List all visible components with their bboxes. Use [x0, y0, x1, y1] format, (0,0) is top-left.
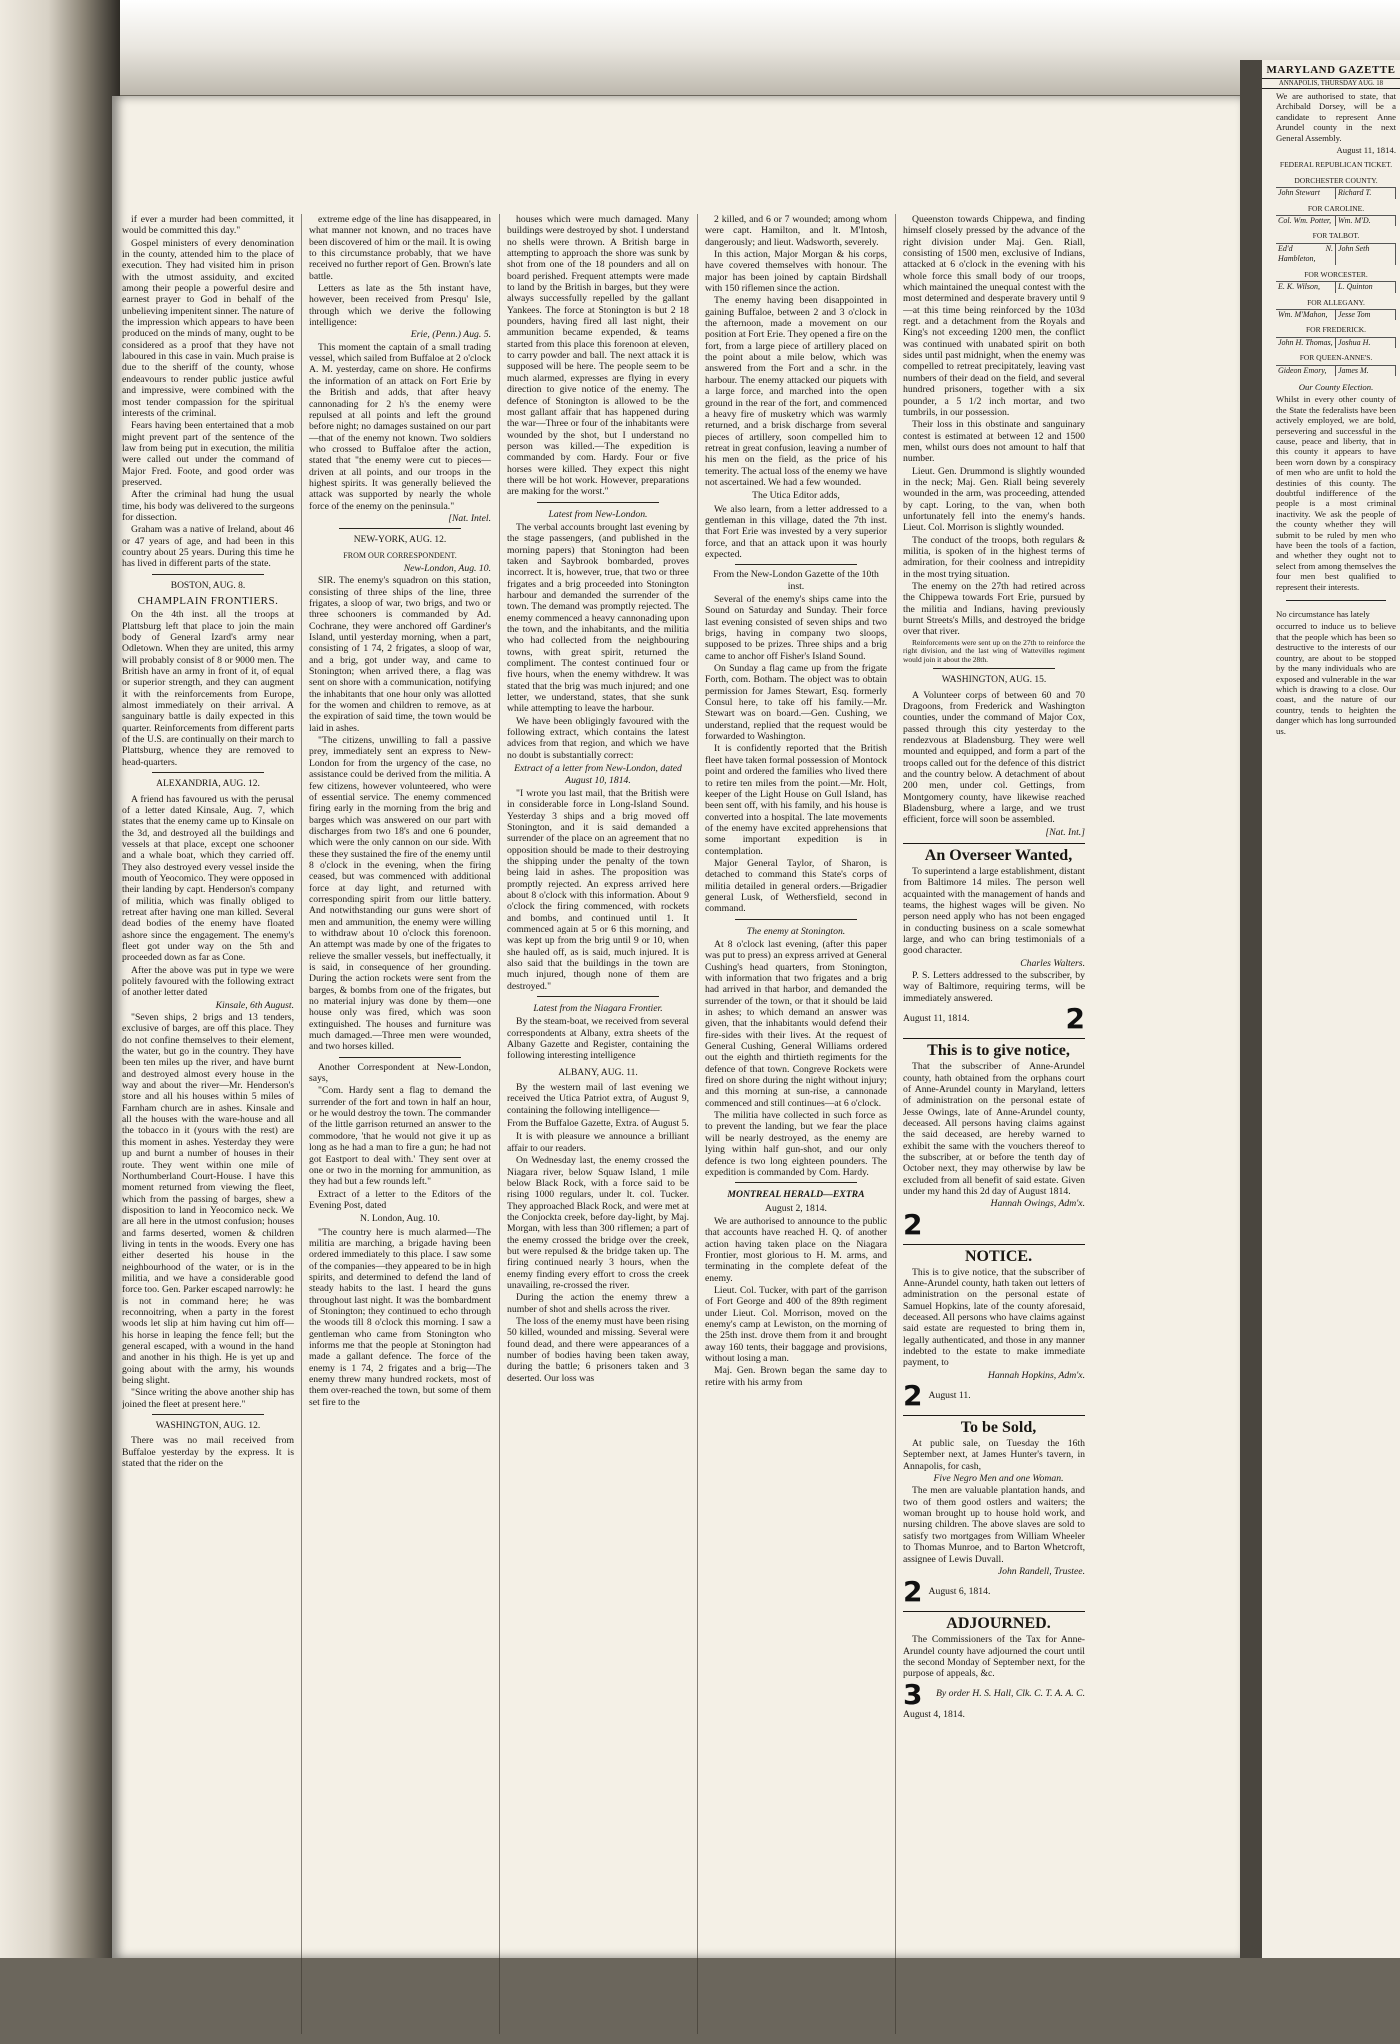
paragraph: Graham was a native of Ireland, about 46 or 47 years of age, and had been in this country about 25 years. During this time he has lived in different parts of the state.: [122, 524, 294, 570]
advertisement-owings-notice: [903, 1038, 1085, 1241]
letter-dateline: Erie, (Penn.) Aug. 5.: [410, 329, 491, 341]
paragraph: We have been obligingly favoured with the following extract, which contains the latest advices from that region, and which we have no doubt is substantially correct:: [507, 715, 689, 761]
ad-date: August 4, 1814.: [903, 1708, 965, 1720]
paragraph: At 8 o'clock last evening, (after this paper was put to press) an express arrived at General Cushing's head quarters, from Stonington, with information that two frigates and a brig had arrived in that harbor, and demanded the surrender of the town, or that it should be laid in ashes; to which demand an answer was given, that the inhabitants would defend their fire-sides with their lives. At the request of General Cushing, General Williams ordered out the eighth and thirtieth regiments for the defence of that town. Congreve Rockets were fired on shore during the night without injury; and this morning at sun-rise, a cannonade commenced and still continues—at 6 o'clock.: [705, 938, 887, 1109]
handwritten-mark: 2: [903, 1207, 923, 1241]
paragraph: "I wrote you last mail, that the British were in considerable force in Long-Island Sound. Yesterday 3 ships and a brig moved off Stonington, and it is said demanded a surrender of the place on an agreement that no opposition should be made to their destroying the shipping under the penalty of the town being laid in ashes. The proposition was promptly rejected. An express arrived here about 8 o'clock with this information. About 9 o'clock the firing commenced, with rockets and bombs, and continued until 1. It commenced again at 5 or 6 this morning, and was kept up from the brig until 9 or 10, when she hauled off, as is said, much injured. It is also said that the buildings in the town are much injured, though none of them are destroyed.": [507, 787, 689, 992]
column-rule: [895, 214, 896, 2034]
paragraph: "Com. Hardy sent a flag to demand the surrender of the fort and town in half an hour, or he would destroy the town. The commander of the little garrison returned an answer to the commodore, 'that he would not give it up as long as he had a man to fire a gun; he had not got Eastport to deal with.' They sent over at one or two in the morning for ammunition, as they had but a few rounds left.": [309, 1085, 491, 1188]
paragraph: The verbal accounts brought last evening by the stage passengers, (and published in the morning papers) that Stonington had been taken and Saybrook bombarded, proves incorrect. It is, however, true, that two or three frigates and a brig proceeded into Stonington harbour and demanded the surrender of the town. The demand was promptly rejected. The enemy commenced a heavy cannonading upon the town, and the inhabitants, and the militia who had collected from the neighbouring towns, with great spirit, returned the compliment. The contest continued four or five hours, when the enemy withdrew. It was stated that the brig was much injured; and one letter, we understand, states, that she sunk while attempting to leave the harbour.: [507, 521, 689, 715]
paragraph: "Since writing the above another ship has joined the fleet at present here.": [122, 1387, 294, 1410]
dateline: August 2, 1814.: [765, 1202, 827, 1214]
paragraph: It is with pleasure we announce a brilliant affair to our readers.: [507, 1131, 689, 1154]
candidate: E. K. Wilson,: [1276, 282, 1336, 292]
next-page-fragment: [1262, 60, 1400, 1958]
source-credit: [Nat. Int.]: [1045, 826, 1085, 838]
paragraph: Gospel ministers of every denomination in the county, attended him to the place of execution. They had visited him in prison with the utmost assiduity, and excited among their people a powerful desire and earnest prayer to God in behalf of the unbelieving impenitent sinner. The nature of the impression which appears to have been produced on the minds of many, ought to be considered as a proof that they have not laboured in this case in vain. Much praise is due to the sheriff of the county, whose endeavours to render public justice awful and impressive, were combined with the most tender compassion for the spiritual interests of the criminal.: [122, 237, 294, 419]
extract-heading: From the Buffaloe Gazette, Extra. of August 5.: [507, 1118, 689, 1130]
candidate: Wm. M'Mahon,: [1276, 310, 1336, 320]
divider: [537, 502, 659, 503]
extract-heading: From the New-London Gazette of the 10th inst.: [713, 569, 879, 592]
candidate: L. Quinton: [1336, 282, 1396, 292]
subheading: FROM OUR CORRESPONDENT.: [343, 550, 457, 560]
ad-signature: John Randell, Trustee.: [997, 1565, 1085, 1577]
ad-date: August 11, 1814.: [903, 1012, 970, 1024]
paragraph: Lieut. Col. Tucker, with part of the garrison of Fort George and 400 of the 89th regiment under Lieut. Col. Morrison, moved on the enemy's camp at Lewiston, on the morning of the 25th inst. drove them from it and brought away 160 tents, their baggage and provisions, without losing a man.: [705, 1284, 887, 1364]
ad-body: To superintend a large establishment, distant from Baltimore 14 miles. The person well acquainted with the management of hands and teams, the highest wages will be given. No person need apply who has not been engaged in conducting business on a scale somewhat large, and who can bring testimonials of a good character.: [903, 866, 1085, 957]
divider: [933, 668, 1055, 669]
dateline: BOSTON, AUG. 8.: [170, 580, 246, 591]
divider: [735, 919, 857, 920]
column-2: [309, 214, 491, 2044]
divider: [339, 528, 461, 529]
candidate: Richard T.: [1336, 188, 1396, 198]
ad-body: This is to give notice, that the subscriber of Anne-Arundel county, hath taken out letters of administration on the personal estate of Samuel Hopkins, late of the county aforesaid, deceased. All persons who have claims against said estate are requested to bring them in, legally authenticated, and those in any manner indebted to the estate to make immediate payment, to: [903, 1266, 1085, 1369]
ad-signature: Hannah Hopkins, Adm'x.: [987, 1369, 1085, 1381]
county-heading: FOR QUEEN-ANNE'S.: [1299, 353, 1373, 363]
paragraph: Fears having been entertained that a mob might prevent part of the sentence of the law from being put in execution, the militia were called out under the command of Major Fred. Foote, and good order was preserved.: [122, 420, 294, 488]
ad-title: This is to give notice,: [927, 1042, 1070, 1060]
ad-title: NOTICE.: [964, 1247, 1033, 1265]
paragraph: We are authorised to announce to the public that accounts have reached H. Q. of another action having taken place on the Niagara Frontier, most glorious to H. M. arms, and terminating in the complete defeat of the enemy.: [705, 1215, 887, 1284]
paragraph: "Seven ships, 2 brigs and 13 tenders, exclusive of barges, are off this place. They do not confine themselves to their element, the water, but go in the country. They have been ten miles up the river, and have burnt and destroyed almost every house in the way and about the river—Mr. Henderson's store and all his houses within 5 miles of Farnham church are in ashes. Kinsale and all the houses with the ware-house and all the tobacco in it (yours with the rest) are this moment in ashes. Yesterday they were up and burnt a number of houses in their route. They went within one mile of Northumberland Court-House. I have this moment returned from viewing the fleet, which from the passing of barges, shew a disposition to land in Yeocomico neck. We are all here in the utmost confusion; houses and farms deserted, women & children living in tents in the woods. Every one has either deserted his house in the neighbourhood of the water, or is in the militia, and we have a considerable good force too. Gen. Parker escaped narrowly: he is not in command here; he was reconnoitring, when a party in the forest woods let slip at him having cut him off—his horse in leaping the fence fell; but the general escaped, with a wound in the hand and another in his thigh. He is yet up and going about with the army, his wounds being slight.: [122, 1012, 294, 1387]
paragraph: SIR. The enemy's squadron on this station, consisting of three ships of the line, three frigates, a sloop of war, two brigs, and two or three schooners is commanded by Ad. Cochrane, they were anchored off Gardiner's Island, until yesterday morning, when a part, consisting of 1 74, 2 frigates, a sloop of war, and a brig, got under way, and came to Stonington; when arrived there, a flag was sent on shore with a communication, notifying the inhabitants that one hour only was allotted for the women and children to remove, as at the expiration of said time, the town would be laid in ashes.: [309, 575, 491, 734]
paragraph: "The citizens, unwilling to fall a passive prey, immediately sent an express to New-London for from the urgency of the case, no assistance could be derived from the militia. A few citizens, however volunteered, who were of essential service. The enemy commenced firing early in the morning from the brig and barges which was answered on our part with discharges from two 18's and one 6 pounder, which were the only cannon on our side. With these they sustained the fire of the enemy until 8 o'clock in the evening, when the firing ceased, but was commenced with additional force at day light, and returned with corresponding spirit from our little battery. And notwithstanding our guns were short of men and ammunition, the enemy were willing to withdraw about 10 o'clock this forenoon. An attempt was made by one of the frigates to relieve the smaller vessels, but ineffectually, it is said, in consequence of her grounding. During the action rockets were sent from the barges, & bombs from one of the frigates, but no material injury was done by them—one house only was fired, which was soon extinguished. The houses and furniture was much damaged.—Three men were wounded, and two horses killed.: [309, 735, 491, 1053]
dateline: ALBANY, AUG. 11.: [558, 1067, 638, 1078]
paragraph: Maj. Gen. Brown began the same day to retire with his army from: [705, 1365, 887, 1388]
column-rule: [697, 214, 698, 2034]
county-heading: FOR TALBOT.: [1312, 231, 1360, 241]
paragraph: Major General Taylor, of Sharon, is detached to command this State's corps of militia detailed in general orders.—Brigadier general Lusk, of Wethersfield, second in command.: [705, 857, 887, 915]
ad-title: To be Sold,: [960, 1419, 1037, 1437]
paragraph: It is confidently reported that the British fleet have taken formal possession of Montock point and ordered the families who lived there to retire ten miles from the point.—Mr. Holt, keeper of the Light House on Gull Island, has been sent off, with his family, and his house is converted into a hospital. The late movements of the enemy have excited apprehensions that some important expedition is in contemplation.: [705, 743, 887, 857]
letter-dateline: New-London, Aug. 10.: [403, 562, 491, 574]
divider: [152, 1414, 264, 1415]
paragraph: Lieut. Gen. Drummond is slightly wounded in the neck; Maj. Gen. Riall being severely wounded in the arm, was proceeding, attended by capt. Loring, to the van, when both unfortunately fell into the enemy's hands. Lieut. Col. Morrison is slightly wounded.: [903, 465, 1085, 534]
letter-dateline: N. London, Aug. 10.: [360, 1213, 440, 1225]
ticket-row: [1276, 337, 1396, 348]
ticket-row: [1276, 187, 1396, 198]
advertisement-adjourned: [903, 1611, 1085, 1720]
scan-top-edge: [0, 0, 1400, 95]
paragraph: On Sunday a flag came up from the frigate Forth, com. Botham. The object was to obtain permission for James Stewart, Esq. formerly Consul here, to take off his family.—Mr. Stewart was on board.—Gen. Cushing, we understand, replied that the request would be forwarded to Washington.: [705, 663, 887, 743]
handwritten-mark: 3: [903, 1677, 923, 1711]
candidate: Jesse Tom: [1336, 310, 1396, 320]
paragraph: During the action the enemy threw a number of shot and shells across the river.: [507, 1292, 689, 1315]
county-heading: DORCHESTER COUNTY.: [1294, 175, 1378, 185]
dateline: WASHINGTON, AUG. 12.: [155, 1421, 261, 1432]
paragraph: The conduct of the troops, both regulars & militia, is spoken of in the highest terms of admiration, for their coolness and intrepidity in the most trying situation.: [903, 534, 1085, 580]
date: August 11, 1814.: [1336, 145, 1396, 156]
paragraph: There was no mail received from Buffaloe yesterday by the express. It is stated that the rider on the: [122, 1435, 294, 1470]
candidate: Gideon Emory,: [1276, 366, 1336, 376]
paragraph: After the criminal had hung the usual time, his body was delivered to the surgeons for dissection.: [122, 489, 294, 523]
section-heading: Latest from New-London.: [548, 508, 648, 520]
ticket-row: [1276, 243, 1396, 265]
paragraph: extreme edge of the line has disappeared, in what manner not known, and no traces have been discovered of him or the mail. It is owing to this circumstance probably, that we have received no further report of Gen. Brown's late battle.: [309, 214, 491, 282]
paragraph: A Volunteer corps of between 60 and 70 Dragoons, from Frederick and Washington counties, under the command of Major Cox, passed through this city yesterday to the rendezvous at Bladensburg. They were well mounted and equipped, and form a part of the troops called out for the defence of this district and the country below. A detachment of about 200 men, under col. Gettings, from Montgomery county, have likewise reached Bladensburg, where a large, and we trust efficient, force will soon be assembled.: [903, 689, 1085, 826]
paragraph: We are authorised to state, that Archibald Dorsey, will be a candidate to represent Anne Arundel county in the next General Assembly.: [1276, 91, 1396, 143]
divider: [735, 564, 857, 565]
ad-signature: By order H. S. Hall, Clk. C. T. A. A. C.: [936, 1688, 1085, 1700]
paragraph: A friend has favoured us with the perusal of a letter dated Kinsale, Aug. 7, which states that the enemy came up to Kinsale on the 3d, and destroyed all the buildings and vessels at that place, except one schooner and a whale boat, which they carried off. They also destroyed every vessel inside the mouth of Yeocomico. They were opposed in their landing by capt. Henderson's company of militia, which was finally obliged to retreat after having one man killed. Several dead bodies of the enemy have floated ashore since the engagement. The enemy's fleet got under way on the 5th and proceeded down as far as Cone.: [122, 793, 294, 964]
letter-dateline: Kinsale, 6th August.: [215, 999, 294, 1011]
section-heading: Latest from the Niagara Frontier.: [533, 1003, 663, 1015]
ad-body: The Commissioners of the Tax for Anne-Arundel county have adjourned the court until the second Monday of September next, for the purpose of appeals, &c.: [903, 1634, 1085, 1680]
ad-body: That the subscriber of Anne-Arundel county, hath obtained from the orphans court of Anne-Arundel county in Maryland, letters of administration on the personal estate of Jesse Owings, late of Anne-Arundel county, deceased. All persons having claims against the said deceased, are hereby warned to exhibit the same with the vouchers thereof to the subscriber, at or before the tenth day of October next, they may otherwise by law be excluded from all benefit of said estate. Given under my hand this 2d day of August 1814.: [903, 1061, 1085, 1197]
masthead-dateline: ANNAPOLIS, THURSDAY AUG. 18: [1262, 79, 1400, 89]
section-heading: Our County Election.: [1298, 381, 1374, 392]
candidate: James M.: [1336, 366, 1396, 376]
section-heading: MONTREAL HERALD—EXTRA: [727, 1189, 865, 1201]
candidate: Ed'd N. Hambleton,: [1276, 244, 1336, 265]
paragraph: Letters as late as the 5th instant have, however, been received from Presqu' Isle, through which we derive the following intelligence:: [309, 283, 491, 329]
column-4: [705, 214, 887, 2044]
page-gutter: [1240, 60, 1262, 1958]
candidate: John Seth: [1336, 244, 1396, 265]
ad-body: The men are valuable plantation hands, and two of them good ostlers and waiters; the woman brought up to house hold work, and nursing children. The above slaves are sold to satisfy two mortgages from William Wheeler to Thomas Munroe, and to Barton Whetcroft, assignee of Lewis Duvall.: [903, 1485, 1085, 1565]
masthead: MARYLAND GAZETTE: [1262, 60, 1400, 79]
paragraph: By the steam-boat, we received from several correspondents at Albany, extra sheets of the Albany Gazette and Register, containing the following interesting intelligence: [507, 1016, 689, 1062]
page2-column: [1262, 89, 1400, 738]
column-rule: [499, 214, 500, 2034]
book-binding: [0, 0, 120, 1958]
dateline: ALEXANDRIA, AUG. 12.: [156, 779, 260, 790]
ad-title: An Overseer Wanted,: [924, 847, 1073, 865]
county-heading: FOR ALLEGANY.: [1307, 297, 1365, 307]
column-3: [507, 214, 689, 2044]
paragraph: On the 4th inst. all the troops at Plattsburg left that place to join the main body of General Izard's army near Odletown. When they are united, this army will probably consist of 8 or 9000 men. The British have an army in front of it, of equal or superior strength, and they can augment it with the reinforcements from Europe, almost immediately on their arrival. A sanguinary battle is daily expected in this quarter. Reinforcements from different parts of the U.S. are continually on their march to Plattsburg, whence they are removed to head-quarters.: [122, 609, 294, 768]
dateline: NEW-YORK, AUG. 12.: [353, 535, 447, 546]
candidate: Wm. M'D.: [1336, 216, 1396, 226]
ad-title: ADJOURNED.: [946, 1615, 1051, 1633]
paragraph: In this action, Major Morgan & his corps, have covered themselves with honour. The major has been joined by captain Birdshall with 150 riflemen since the action.: [705, 249, 887, 295]
county-heading: FOR FREDERICK.: [1305, 325, 1366, 335]
ticket-heading: FEDERAL REPUBLICAN TICKET.: [1279, 160, 1393, 170]
paragraph: Their loss in this obstinate and sanguinary contest is estimated at between 12 and 1500 men, whilst ours does not amount to half that number.: [903, 419, 1085, 465]
county-heading: FOR WORCESTER.: [1304, 269, 1368, 279]
extract-heading: Extract of a letter from New-London, dated August 10, 1814.: [514, 763, 682, 786]
paragraph: "The country here is much alarmed—The militia are marching, a brigade having been ordered immediately to this place. I saw some of the companies—they appeared to be in high spirits, and determined to defend the land of steady habits to the last. I heard the guns throughout last night. It was the bombardment of Stonington; they continued to echo through the woods till 8 o'clock this morning. I saw a gentleman who came from Stonington who informs me that the people at Stonington had made a gallant defence. The force of the enemy is 1 74, 2 frigates and a brig—The enemy threw many hundred rockets, most of them over-reached the town, but some of them set fire to the: [309, 1226, 491, 1408]
paragraph: Queenston towards Chippewa, and finding himself closely pressed by the advance of the right division under Maj. Gen. Riall, consisting of 1500 men, exclusive of Indians, attacked at 6 o'clock in the evening with his whole force this small body of our troops, which maintained the unequal contest with the most determined and desperate bravery until 9—at this time being reinforced by the 103d regt. and a detachment from the Royals and King's not exceeding 1200 men, the conflict was continued with unabated spirit on both sides until past midnight, when the enemy was compelled to retreat precipitately, leaving vast numbers of their dead on the field, and several hundred prisoners, together with a six pounder, a 5 1/2 inch mortar, and two tumbrils, in our possession.: [903, 214, 1085, 418]
handwritten-mark: 2: [1065, 1002, 1085, 1036]
advertisement-hopkins-notice: [903, 1244, 1085, 1413]
footnote: Reinforcements were sent up on the 27th to reinforce the right division, and the last wing of Wattevilles regiment would join it about the 28th.: [903, 637, 1085, 664]
paragraph: houses which were much damaged. Many buildings were destroyed by shot. I understand no shells were thrown. A British barge in attempting to approach the shore was sunk by shot from one of the 18 pounders and all on board perished. Frequent attempts were made to land by the British in barges, but they were always successfully repelled by the gallant Yankees. The force at Stonington is but 2 18 pounders, having fired all last night, their ammunition became expended, & teams started from this place this forenoon at eleven, to carry powder and ball. The next attack it is supposed will be here. The people seem to be much alarmed, expresses are flying in every direction to give notice of the enemy. The defence of Stonington is allowed to be the most gallant affair that has happened during the war—Three or four of the inhabitants were wounded by the shot, but I understand no person was killed.—The expedition is commanded by com. Hardy. Four or five horses were killed. They expect this night there will be hot work. However, preparations are making for the worst.": [507, 214, 689, 498]
divider: [735, 1182, 857, 1183]
subheading: The Utica Editor adds,: [752, 490, 840, 502]
paragraph: Several of the enemy's ships came into the Sound on Saturday and Sunday. Their force last evening consisted of seven ships and two brigs, having in company two sloops, supposed to be prizes. Three ships and a brig came to anchor off Fisher's Island Sound.: [705, 594, 887, 662]
paragraph: The enemy having been disappointed in gaining Buffaloe, between 2 and 3 o'clock in the afternoon, made a movement on our position at Fort Erie. They opened a fire on the fort, from a large piece of artillery placed on the point about a mile below, which was answered from the Fort and a schr. in the harbour. The enemy attacked our piquets with a large force, and marched into the open ground in the rear of the fort, and commenced a heavy fire of musketry which was warmly returned, and a brisk discharge from several pieces of artillery, soon compelled him to retreat in great confusion, leaving a number of his men on the field, as the price of his temerity. The actual loss of the enemy we have not ascertained. We had a few wounded.: [705, 295, 887, 488]
divider: [152, 574, 264, 575]
paragraph: Another Correspondent at New-London, says,: [309, 1061, 491, 1085]
ticket-row: [1276, 365, 1396, 376]
paragraph: occurred to induce us to believe that the people which has been so destructive to the interests of our country, are about to be stopped by the many individuals who are exposed and vulnerable in the war which is drawing to a close. Our coast, and the nature of our country, tends to heighten the danger which has long surrounded us.: [1276, 621, 1396, 736]
ticket-row: [1276, 281, 1396, 292]
paragraph: We also learn, from a letter addressed to a gentleman in this village, dated the 7th inst. that Fort Erie was invested by a very superior force, and that an attack upon it was hourly expected.: [705, 503, 887, 560]
paragraph: After the above was put in type we were politely favoured with the following extract of another letter dated: [122, 964, 294, 999]
divider: [537, 996, 659, 997]
ad-signature: Hannah Owings, Adm'x.: [990, 1198, 1085, 1210]
dateline: WASHINGTON, AUG. 15.: [941, 675, 1047, 686]
candidate: Col. Wm. Potter,: [1276, 216, 1336, 226]
paragraph: This moment the captain of a small trading vessel, which sailed from Buffaloe at 2 o'clock A. M. yesterday, came on shore. He confirms the information of an attack on Fort Erie by the British and adds, that after heavy cannonading for 2 h's the enemy were repulsed at all points and left the ground before night; no damages sustained on our part—that of the enemy not known. Two soldiers who crossed to Buffaloe after the action, stated that "the enemy were cut to pieces—driven at all points, and our troops in the highest spirits. It was generally believed the attack was supported by nearly the whole force of the enemy on the peninsula.": [309, 341, 491, 512]
handwritten-mark: 2: [903, 1379, 923, 1413]
column-1: [122, 214, 294, 2044]
paragraph: No circumstance has lately: [1276, 609, 1370, 620]
divider: [152, 772, 264, 773]
divider: [339, 1057, 461, 1058]
column-rule: [301, 214, 302, 2034]
newspaper-page: [112, 96, 1240, 1958]
candidate: Joshua H.: [1336, 338, 1396, 348]
handwritten-mark: 2: [903, 1575, 923, 1609]
candidate: John H. Thomas,: [1276, 338, 1336, 348]
advertisement-public-sale: [903, 1415, 1085, 1609]
ad-subtitle: Five Negro Men and one Woman.: [933, 1473, 1064, 1485]
advertisement-overseer: [903, 843, 1085, 1036]
section-heading: CHAMPLAIN FRONTIERS.: [137, 595, 279, 607]
paragraph: Extract of a letter to the Editors of the Evening Post, dated: [309, 1188, 491, 1211]
ad-body: P. S. Letters addressed to the subscriber, by way of Baltimore, requiring terms, will be immediately answered.: [903, 970, 1085, 1004]
paragraph: Whilst in every other county of the State the federalists have been actively employed, we are bold, persevering and successful in the cause, peace and liberty, that in this county it appears to have been worn down by a conspiracy of men who are unfit to hold the destinies of this county. The doubtful indifference of the people is a most criminal inactivity. We ask the people of the county whether they will submit to be ruled by men who have been the tools of a faction, and whether they ought not to select from among themselves the four men best qualified to represent their interests.: [1276, 394, 1396, 592]
column-5: [903, 214, 1085, 2044]
ad-signature: Charles Walters.: [1020, 957, 1085, 969]
paragraph: The loss of the enemy must have been rising 50 killed, wounded and missing. Several were found dead, and there were appearances of a number of bodies having been taken away, during the battle; 6 prisoners taken and 3 deserted. Our loss was: [507, 1315, 689, 1384]
ad-body: At public sale, on Tuesday the 16th September next, at James Hunter's tavern, in Annapolis, for cash,: [903, 1438, 1085, 1472]
source-credit: [Nat. Intel.: [448, 512, 491, 524]
ticket-row: [1276, 309, 1396, 320]
ad-date: August 11.: [928, 1389, 971, 1401]
paragraph: 2 killed, and 6 or 7 wounded; among whom were capt. Hamilton, and lt. M'Intosh, dangerously; and lieut. Wadsworth, severely.: [705, 214, 887, 248]
county-heading: FOR CAROLINE.: [1307, 203, 1365, 213]
ad-date: August 6, 1814.: [928, 1586, 991, 1598]
paragraph: The enemy on the 27th had retired across the Chippewa towards Fort Erie, pursued by the militia and Indians, having previously burnt Streets's Mills, and destroyed the bridge over that river.: [903, 581, 1085, 638]
paragraph: On Wednesday last, the enemy crossed the Niagara river, below Squaw Island, 1 mile below Black Rock, with a force said to be rising 1000 regulars, under lt. col. Tucker. They approached Black Rock, and were met at the Conjockta creek, before day-light, by Maj. Morgan, with less than 300 riflemen; a part of the enemy crossed the bridge over the creek, but were repulsed & the bridge taken up. The firing continued nearly 3 hours, when the enemy finding every effort to cross the creek unavailing, re-crossed the river.: [507, 1155, 689, 1291]
candidate: John Stewart: [1276, 188, 1336, 198]
ticket-row: [1276, 215, 1396, 226]
section-heading: The enemy at Stonington.: [746, 925, 846, 937]
paragraph: if ever a murder had been committed, it would be committed this day.": [122, 214, 294, 237]
paragraph: By the western mail of last evening we received the Utica Patriot extra, of August 9, containing the following intelligence—: [507, 1082, 689, 1116]
paragraph: The militia have collected in such force as to prevent the landing, but we fear the place will be nearly destroyed, as the enemy are lying within half gun-shot, and our only defence is two long eighteen pounders. The expedition is commanded by Com. Hardy.: [705, 1110, 887, 1178]
